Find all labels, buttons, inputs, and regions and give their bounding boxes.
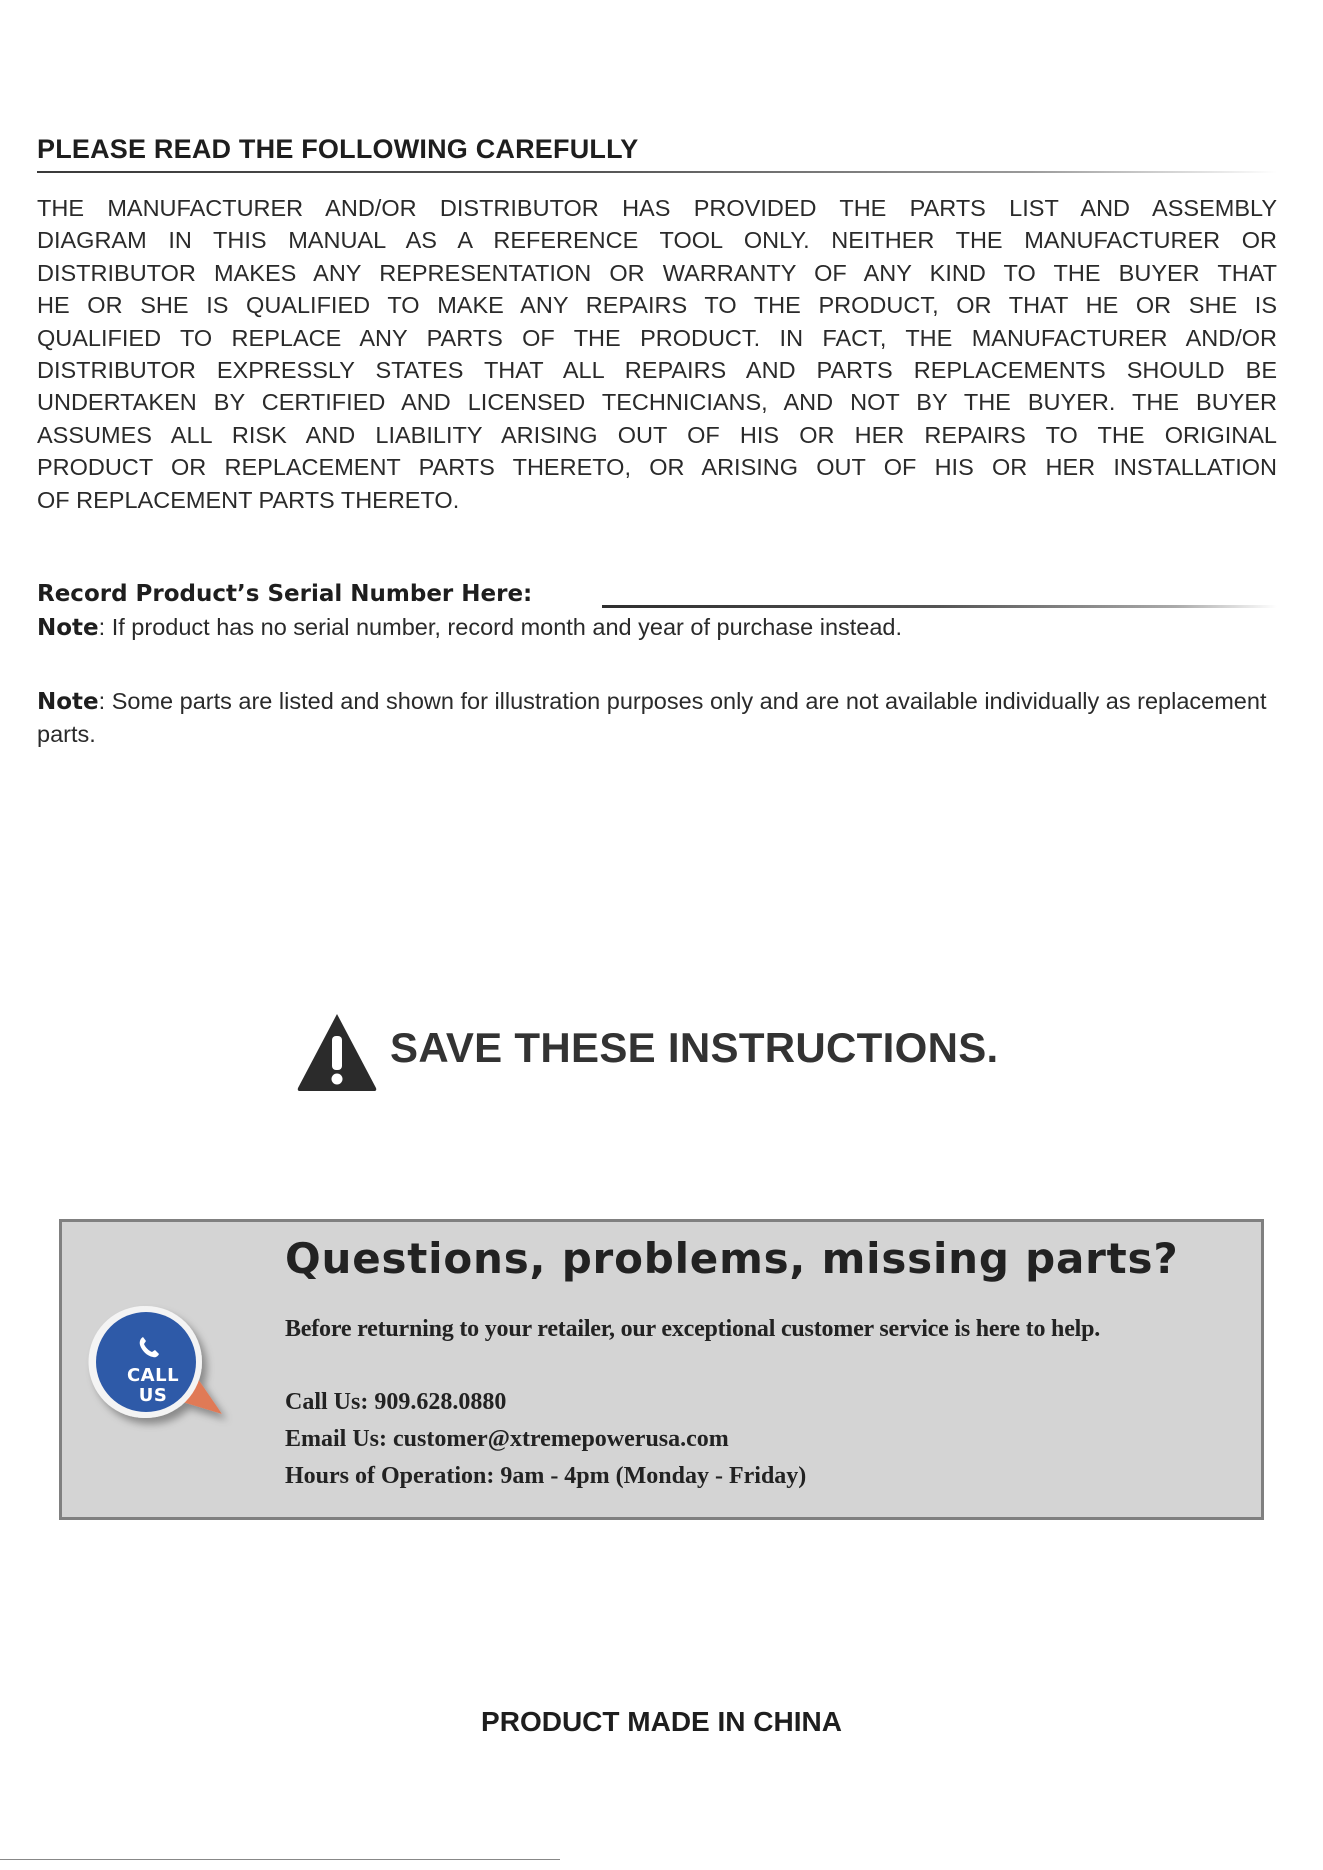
note-illustration (37, 685, 1277, 750)
warning-triangle-icon (295, 1010, 379, 1094)
serial-number-label: Record Product’s Serial Number Here: (37, 581, 533, 607)
disclaimer-line: DISTRIBUTOR MAKES ANY REPRESENTATION OR WARRANTY OF ANY KIND TO THE BUYER THAT (37, 259, 1277, 286)
service-email[interactable]: Email Us: customer@xtremepowerusa.com (285, 1426, 729, 1452)
serial-number-line[interactable] (602, 605, 1277, 608)
bottom-rule (0, 1859, 560, 1860)
save-instructions-text: SAVE THESE INSTRUCTIONS. (390, 1024, 999, 1071)
heading-block (37, 134, 1277, 174)
phone-handset-icon (136, 1334, 162, 1360)
disclaimer-line: QUALIFIED TO REPLACE ANY PARTS OF THE PRODUCT. IN FACT, THE MANUFACTURER AND/OR (37, 324, 1277, 351)
note-text: : Some parts are listed and shown for illustration purposes only and are not available individually as replacement parts. (37, 688, 1267, 747)
save-instructions-block (295, 1010, 1035, 1110)
serial-number-row (37, 581, 1277, 615)
disclaimer-line: DISTRIBUTOR EXPRESSLY STATES THAT ALL REPAIRS AND PARTS REPLACEMENTS SHOULD BE (37, 356, 1277, 383)
call-badge-line-1: CALL (126, 1365, 180, 1386)
disclaimer-line: UNDERTAKEN BY CERTIFIED AND LICENSED TECHNICIANS, AND NOT BY THE BUYER. THE BUYER (37, 389, 1277, 416)
disclaimer-line: PRODUCT OR REPLACEMENT PARTS THERETO, OR ARISING OUT OF HIS OR HER INSTALLATION (37, 454, 1277, 481)
service-phone[interactable]: Call Us: 909.628.0880 (285, 1389, 507, 1415)
heading-rule (37, 171, 1277, 173)
disclaimer-line: THE MANUFACTURER AND/OR DISTRIBUTOR HAS PROVIDED THE PARTS LIST AND ASSEMBLY (37, 195, 1277, 221)
note-label: Note (37, 689, 99, 715)
note-text: : If product has no serial number, record month and year of purchase instead. (98, 614, 903, 640)
service-subtitle: Before returning to your retailer, our exceptional customer service is here to help. (285, 1316, 1101, 1342)
note-label: Note (37, 615, 99, 641)
disclaimer-line: ASSUMES ALL RISK AND LIABILITY ARISING OUT OF HIS OR HER REPAIRS TO THE ORIGINAL (37, 421, 1277, 448)
note-serial (37, 611, 1277, 644)
disclaimer-line: HE OR SHE IS QUALIFIED TO MAKE ANY REPAIRS TO THE PRODUCT, OR THAT HE OR SHE IS (37, 292, 1277, 319)
service-hours: Hours of Operation: 9am - 4pm (Monday - Friday) (285, 1463, 807, 1489)
customer-service-box (59, 1219, 1264, 1520)
disclaimer-line: DIAGRAM IN THIS MANUAL AS A REFERENCE TOOL ONLY. NEITHER THE MANUFACTURER OR (37, 227, 1277, 254)
made-in-label: PRODUCT MADE IN CHINA (481, 1706, 842, 1737)
call-us-badge[interactable] (84, 1304, 234, 1454)
service-title: Questions, problems, missing parts? (285, 1234, 1179, 1283)
disclaimer-line: OF REPLACEMENT PARTS THERETO. (37, 486, 460, 513)
page-heading: PLEASE READ THE FOLLOWING CAREFULLY (37, 134, 639, 164)
disclaimer-paragraph (37, 192, 1277, 516)
call-badge-line-2: US (138, 1385, 168, 1406)
